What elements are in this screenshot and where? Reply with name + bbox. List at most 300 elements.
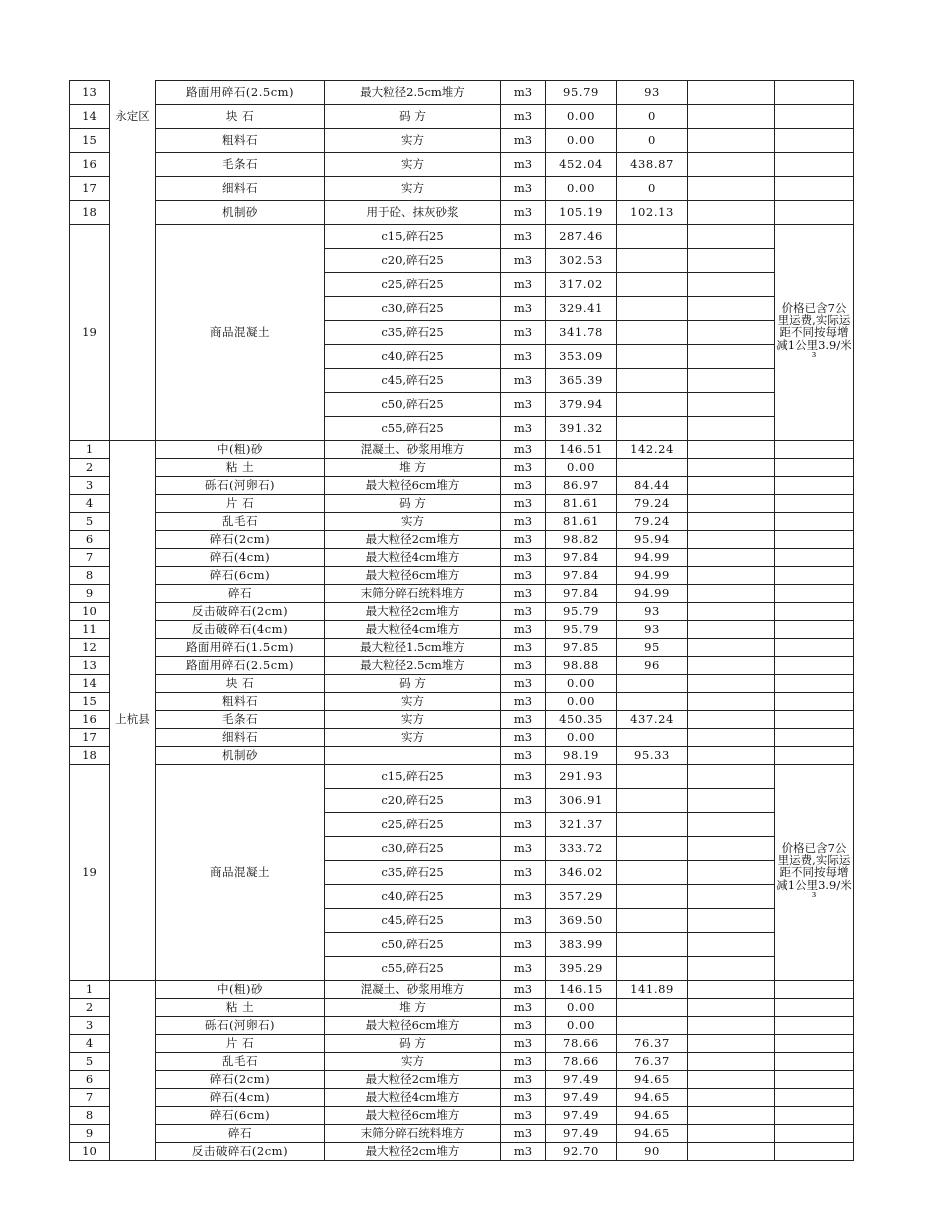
empty-cell [688,369,775,393]
region-cell [110,1035,156,1053]
remark-cell [775,441,854,459]
unit: m3 [501,885,546,909]
remark-cell [775,1035,854,1053]
row-number: 13 [70,81,110,105]
unit: m3 [501,81,546,105]
material-spec: 最大粒径6cm堆方 [325,477,501,495]
region-cell [110,1089,156,1107]
price-table-body [70,81,854,1161]
material-name: 块 石 [156,105,325,129]
region-cell [110,729,156,747]
table-row [70,495,854,513]
price-tax-included: 98.88 [546,657,617,675]
empty-cell [688,639,775,657]
material-name: 细料石 [156,729,325,747]
unit: m3 [501,765,546,789]
row-number: 1 [70,981,110,999]
price-tax-included: 0.00 [546,693,617,711]
price-tax-included: 146.51 [546,441,617,459]
unit: m3 [501,981,546,999]
price-tax-included: 450.35 [546,711,617,729]
concrete-grade: c15,碎石25 [325,765,501,789]
price-tax-excluded [617,459,688,477]
row-number: 16 [70,153,110,177]
unit: m3 [501,177,546,201]
unit: m3 [501,639,546,657]
concrete-grade: c20,碎石25 [325,249,501,273]
remark-cell [775,1089,854,1107]
price-tax-excluded [617,933,688,957]
price-tax-excluded: 437.24 [617,711,688,729]
region-cell [110,909,156,933]
unit: m3 [501,1017,546,1035]
row-number: 11 [70,621,110,639]
region-cell [110,1053,156,1071]
unit: m3 [501,273,546,297]
material-spec: 末筛分碎石统料堆方 [325,1125,501,1143]
table-row [70,981,854,999]
price-tax-excluded [617,789,688,813]
empty-cell [688,1017,775,1035]
price-tax-excluded: 95 [617,639,688,657]
row-number: 14 [70,105,110,129]
empty-cell [688,477,775,495]
region-cell [110,861,156,885]
region-cell [110,321,156,345]
unit: m3 [501,837,546,861]
unit: m3 [501,105,546,129]
material-name: 细料石 [156,177,325,201]
price-tax-included: 97.84 [546,567,617,585]
price-tax-excluded [617,1017,688,1035]
material-name: 粗料石 [156,693,325,711]
concrete-grade: c45,碎石25 [325,909,501,933]
material-spec: 最大粒径2cm堆方 [325,531,501,549]
table-row [70,153,854,177]
region-cell [110,249,156,273]
table-row [70,675,854,693]
remark-cell [775,81,854,105]
region-cell: 永定区 [110,105,156,129]
price-tax-included: 353.09 [546,345,617,369]
price-tax-excluded [617,675,688,693]
concrete-grade: c30,碎石25 [325,297,501,321]
material-name: 片 石 [156,1035,325,1053]
region-cell [110,957,156,981]
material-name: 砾石(河卵石) [156,477,325,495]
unit: m3 [501,933,546,957]
concrete-row [70,765,854,789]
table-row [70,459,854,477]
table-row [70,549,854,567]
empty-cell [688,729,775,747]
remark-cell [775,711,854,729]
unit: m3 [501,153,546,177]
price-tax-included: 0.00 [546,675,617,693]
region-cell [110,441,156,459]
price-tax-included: 0.00 [546,129,617,153]
empty-cell [688,495,775,513]
row-number: 6 [70,1071,110,1089]
row-number: 13 [70,657,110,675]
region-cell [110,885,156,909]
empty-cell [688,693,775,711]
price-tax-excluded [617,909,688,933]
material-spec: 最大粒径6cm堆方 [325,567,501,585]
price-tax-excluded: 94.99 [617,585,688,603]
price-tax-included: 346.02 [546,861,617,885]
unit: m3 [501,957,546,981]
region-cell [110,273,156,297]
region-cell [110,81,156,105]
price-tax-included: 78.66 [546,1035,617,1053]
region-cell [110,513,156,531]
material-name: 反击破碎石(4cm) [156,621,325,639]
price-tax-excluded [617,297,688,321]
remark-cell [775,675,854,693]
concrete-grade: c55,碎石25 [325,417,501,441]
unit: m3 [501,345,546,369]
material-spec: 最大粒径2cm堆方 [325,1071,501,1089]
unit: m3 [501,909,546,933]
row-number: 8 [70,567,110,585]
empty-cell [688,567,775,585]
table-row [70,201,854,225]
price-tax-included: 92.70 [546,1143,617,1161]
unit: m3 [501,297,546,321]
remark-cell [775,693,854,711]
empty-cell [688,225,775,249]
unit: m3 [501,1089,546,1107]
remark-cell [775,657,854,675]
material-spec: 最大粒径2cm堆方 [325,603,501,621]
price-tax-included: 97.85 [546,639,617,657]
price-tax-excluded: 96 [617,657,688,675]
table-row [70,513,854,531]
remark-cell [775,1125,854,1143]
empty-cell [688,885,775,909]
row-number: 10 [70,603,110,621]
region-cell [110,765,156,789]
unit: m3 [501,1143,546,1161]
empty-cell [688,1107,775,1125]
price-tax-excluded [617,345,688,369]
unit: m3 [501,789,546,813]
remark-cell [775,729,854,747]
price-tax-excluded [617,999,688,1017]
price-tax-included: 365.39 [546,369,617,393]
material-name: 碎石(6cm) [156,567,325,585]
material-name: 粗料石 [156,129,325,153]
region-cell [110,369,156,393]
empty-cell [688,1053,775,1071]
remark-cell [775,495,854,513]
remark-cell [775,747,854,765]
region-cell: 上杭县 [110,711,156,729]
remark-cell [775,567,854,585]
concrete-row [70,225,854,249]
region-cell [110,837,156,861]
unit: m3 [501,1035,546,1053]
material-spec: 最大粒径1.5cm堆方 [325,639,501,657]
price-tax-included: 383.99 [546,933,617,957]
price-tax-excluded: 93 [617,603,688,621]
price-tax-included: 86.97 [546,477,617,495]
material-name: 中(粗)砂 [156,981,325,999]
price-tax-excluded [617,861,688,885]
material-spec: 堆 方 [325,999,501,1017]
row-number: 6 [70,531,110,549]
region-cell [110,981,156,999]
row-number: 3 [70,477,110,495]
empty-cell [688,813,775,837]
unit: m3 [501,567,546,585]
unit: m3 [501,477,546,495]
table-row [70,531,854,549]
region-cell [110,1125,156,1143]
material-spec [325,747,501,765]
empty-cell [688,1125,775,1143]
price-tax-included: 452.04 [546,153,617,177]
material-name: 反击破碎石(2cm) [156,1143,325,1161]
empty-cell [688,999,775,1017]
region-cell [110,477,156,495]
table-row [70,729,854,747]
remark-cell [775,459,854,477]
material-name: 毛条石 [156,711,325,729]
region-cell [110,567,156,585]
price-tax-included: 98.19 [546,747,617,765]
concrete-grade: c55,碎石25 [325,957,501,981]
price-tax-included: 146.15 [546,981,617,999]
concrete-grade: c15,碎石25 [325,225,501,249]
empty-cell [688,1143,775,1161]
concrete-grade: c40,碎石25 [325,885,501,909]
price-tax-included: 306.91 [546,789,617,813]
remark-cell [775,1017,854,1035]
price-tax-excluded [617,957,688,981]
price-tax-included: 369.50 [546,909,617,933]
table-row [70,1143,854,1161]
row-number: 7 [70,1089,110,1107]
region-cell [110,201,156,225]
unit: m3 [501,417,546,441]
price-tax-excluded: 79.24 [617,513,688,531]
row-number: 2 [70,459,110,477]
row-number: 9 [70,585,110,603]
remark-cell [775,1143,854,1161]
price-tax-excluded: 94.65 [617,1125,688,1143]
price-tax-included: 0.00 [546,105,617,129]
empty-cell [688,981,775,999]
unit: m3 [501,813,546,837]
empty-cell [688,153,775,177]
empty-cell [688,909,775,933]
material-spec: 最大粒径4cm堆方 [325,621,501,639]
region-cell [110,1107,156,1125]
remark-cell [775,585,854,603]
price-tax-excluded: 95.33 [617,747,688,765]
unit: m3 [501,459,546,477]
row-number: 18 [70,747,110,765]
unit: m3 [501,1071,546,1089]
concrete-grade: c50,碎石25 [325,933,501,957]
row-number: 15 [70,693,110,711]
empty-cell [688,711,775,729]
unit: m3 [501,249,546,273]
empty-cell [688,441,775,459]
price-tax-included: 329.41 [546,297,617,321]
price-tax-included: 97.49 [546,1125,617,1143]
region-cell [110,747,156,765]
unit: m3 [501,747,546,765]
material-name: 碎石(2cm) [156,531,325,549]
table-row [70,1071,854,1089]
empty-cell [688,747,775,765]
unit: m3 [501,441,546,459]
row-number: 4 [70,495,110,513]
remark-cell [775,603,854,621]
price-tax-excluded: 94.65 [617,1089,688,1107]
price-tax-excluded: 93 [617,81,688,105]
row-number: 3 [70,1017,110,1035]
material-name: 碎石(4cm) [156,1089,325,1107]
unit: m3 [501,603,546,621]
material-name: 商品混凝土 [156,225,325,441]
empty-cell [688,1071,775,1089]
table-row [70,441,854,459]
material-spec: 码 方 [325,105,501,129]
table-row [70,177,854,201]
row-number: 18 [70,201,110,225]
material-name: 砾石(河卵石) [156,1017,325,1035]
empty-cell [688,933,775,957]
price-tax-included: 97.84 [546,549,617,567]
price-tax-included: 317.02 [546,273,617,297]
price-tax-excluded: 94.65 [617,1107,688,1125]
material-spec: 实方 [325,693,501,711]
empty-cell [688,1089,775,1107]
material-spec: 最大粒径4cm堆方 [325,549,501,567]
row-number: 17 [70,729,110,747]
empty-cell [688,621,775,639]
material-spec: 实方 [325,513,501,531]
empty-cell [688,417,775,441]
table-row [70,747,854,765]
empty-cell [688,675,775,693]
region-cell [110,495,156,513]
empty-cell [688,531,775,549]
unit: m3 [501,585,546,603]
material-name: 反击破碎石(2cm) [156,603,325,621]
price-tax-included: 379.94 [546,393,617,417]
region-cell [110,549,156,567]
empty-cell [688,603,775,621]
remark-cell [775,153,854,177]
region-cell [110,345,156,369]
material-name: 粘 土 [156,459,325,477]
empty-cell [688,549,775,567]
price-tax-included: 105.19 [546,201,617,225]
unit: m3 [501,621,546,639]
material-name: 毛条石 [156,153,325,177]
price-tax-excluded [617,765,688,789]
unit: m3 [501,711,546,729]
row-number: 7 [70,549,110,567]
region-cell [110,129,156,153]
region-cell [110,813,156,837]
unit: m3 [501,513,546,531]
remark-cell [775,1053,854,1071]
unit: m3 [501,729,546,747]
price-tax-excluded [617,729,688,747]
row-number: 19 [70,225,110,441]
price-table [69,80,854,1161]
unit: m3 [501,693,546,711]
table-row [70,81,854,105]
table-row [70,1089,854,1107]
price-tax-excluded: 94.99 [617,549,688,567]
price-tax-excluded: 79.24 [617,495,688,513]
unit: m3 [501,675,546,693]
remark-cell [775,981,854,999]
concrete-grade: c20,碎石25 [325,789,501,813]
price-tax-excluded: 0 [617,177,688,201]
material-spec: 码 方 [325,1035,501,1053]
price-tax-excluded: 142.24 [617,441,688,459]
price-tax-included: 302.53 [546,249,617,273]
price-tax-excluded [617,885,688,909]
material-spec: 最大粒径4cm堆方 [325,1089,501,1107]
material-spec: 实方 [325,711,501,729]
region-cell [110,177,156,201]
material-name: 块 石 [156,675,325,693]
row-number: 9 [70,1125,110,1143]
unit: m3 [501,1053,546,1071]
row-number: 5 [70,1053,110,1071]
region-cell [110,603,156,621]
empty-cell [688,81,775,105]
empty-cell [688,105,775,129]
region-cell [110,1071,156,1089]
price-tax-included: 97.49 [546,1089,617,1107]
row-number: 15 [70,129,110,153]
transport-note: 价格已含7公里运费,实际运距不同按每增减1公里3.9/米³ [775,225,854,441]
price-tax-excluded [617,321,688,345]
price-tax-excluded: 141.89 [617,981,688,999]
region-cell [110,621,156,639]
table-row [70,477,854,495]
material-name: 粘 土 [156,999,325,1017]
row-number: 10 [70,1143,110,1161]
unit: m3 [501,393,546,417]
material-name: 碎石 [156,1125,325,1143]
concrete-grade: c45,碎石25 [325,369,501,393]
remark-cell [775,177,854,201]
empty-cell [688,585,775,603]
remark-cell [775,129,854,153]
material-spec: 最大粒径6cm堆方 [325,1017,501,1035]
price-tax-included: 321.37 [546,813,617,837]
concrete-grade: c25,碎石25 [325,273,501,297]
price-tax-included: 0.00 [546,999,617,1017]
empty-cell [688,273,775,297]
price-tax-included: 95.79 [546,603,617,621]
price-tax-included: 97.84 [546,585,617,603]
empty-cell [688,513,775,531]
table-row [70,129,854,153]
price-tax-included: 357.29 [546,885,617,909]
